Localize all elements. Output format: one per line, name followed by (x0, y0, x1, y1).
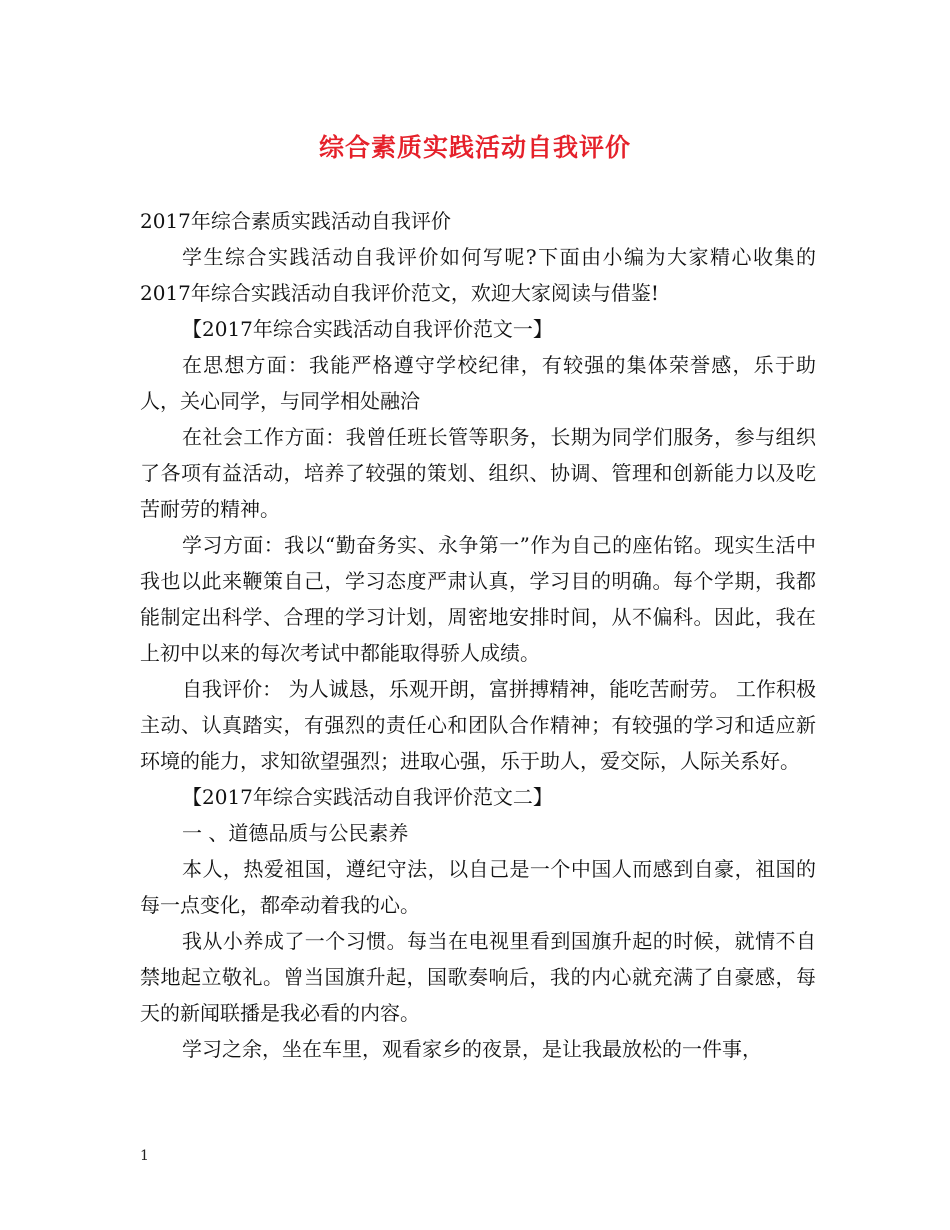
document-title: 综合素质实践活动自我评价 (318, 133, 631, 162)
section-heading-sample-two: 【2017年综合实践活动自我评价范文二】 (182, 785, 553, 809)
paragraph-social-work: 在社会工作方面：我曾任班长管等职务，长期为同学们服务，参与组织了各项有益活动，培养了较强的策划、组织、协调、管理和创新能力以及吃苦耐劳的精神。 (140, 425, 816, 521)
subheading-morality: 一 、道德品质与公民素养 (182, 821, 409, 845)
page-number: 1 (140, 1148, 149, 1164)
paragraph-night-view: 学习之余，坐在车里，观看家乡的夜景，是让我最放松的一件事， (182, 1037, 762, 1061)
paragraph-thought: 在思想方面：我能严格遵守学校纪律，有较强的集体荣誉感，乐于助人，关心同学，与同学相处融洽 (140, 353, 816, 413)
section-heading-sample-one: 【2017年综合实践活动自我评价范文一】 (182, 317, 553, 341)
paragraph-heading-2017: 2017年综合素质实践活动自我评价 (140, 209, 451, 233)
paragraph-intro: 学生综合实践活动自我评价如何写呢?下面由小编为大家精心收集的2017年综合实践活动自我评价范文，欢迎大家阅读与借鉴! (140, 245, 816, 305)
paragraph-self-evaluation: 自我评价： 为人诚恳，乐观开朗，富拼搏精神，能吃苦耐劳。 工作积极主动、认真踏实，有强烈的责任心和团队合作精神；有较强的学习和适应新环境的能力，求知欲望强烈；进取心强，乐于助人，爱交际，人际关系好。 (140, 677, 816, 773)
paragraph-habit: 我从小养成了一个习惯。每当在电视里看到国旗升起的时候，就情不自禁地起立敬礼。曾当国旗升起，国歌奏响后，我的内心就充满了自豪感，每天的新闻联播是我必看的内容。 (140, 929, 816, 1025)
paragraph-patriotism: 本人，热爱祖国，遵纪守法，以自己是一个中国人而感到自豪，祖国的每一点变化，都牵动着我的心。 (140, 857, 816, 917)
document-body (140, 203, 816, 1067)
paragraph-study: 学习方面：我以“勤奋务实、永争第一”作为自己的座佑铭。现实生活中我也以此来鞭策自己，学习态度严肃认真，学习目的明确。每个学期，我都能制定出科学、合理的学习计划，周密地安排时间，从不偏科。因此，我在上初中以来的每次考试中都能取得骄人成绩。 (140, 533, 816, 665)
